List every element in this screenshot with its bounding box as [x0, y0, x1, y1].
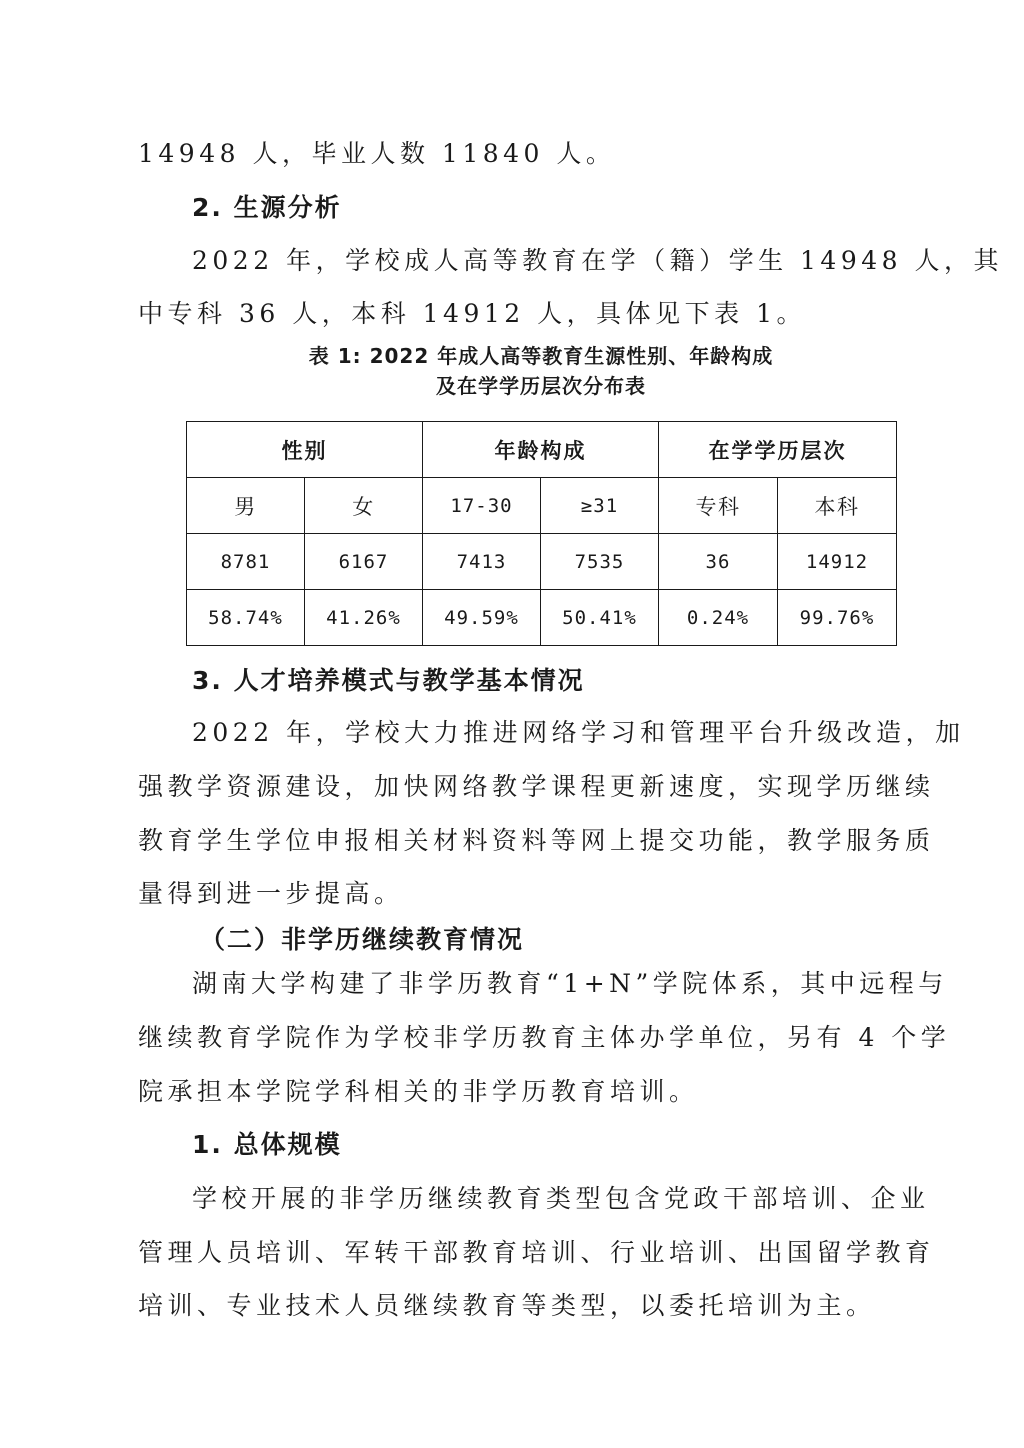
table-cell: 8781: [187, 534, 305, 590]
paragraph-line: 2022 年，学校成人高等教育在学（籍）学生 14948 人，其: [192, 246, 1003, 275]
table-cell: 99.76%: [778, 590, 897, 646]
table-group-header: 在学学历层次: [659, 422, 897, 478]
table-group-header: 年龄构成: [423, 422, 659, 478]
table-cell: 7413: [423, 534, 541, 590]
table-cell: 36: [659, 534, 778, 590]
table-subheader-cell: ≥31: [541, 478, 659, 534]
section-heading-talent-training: 3. 人才培养模式与教学基本情况: [192, 666, 585, 695]
table-cell: 41.26%: [305, 590, 423, 646]
table-group-header-row: [187, 422, 897, 478]
paragraph-line: 院承担本学院学科相关的非学历教育培训。: [138, 1077, 699, 1106]
table-subheader-cell: 17-30: [423, 478, 541, 534]
table-row-counts: [187, 534, 897, 590]
table-cell: 14912: [778, 534, 897, 590]
enrollment-distribution-table: [186, 421, 897, 646]
table-cell: 0.24%: [659, 590, 778, 646]
paragraph-line: 管理人员培训、军转干部教育培训、行业培训、出国留学教育: [138, 1238, 935, 1267]
table-group-header: 性别: [187, 422, 423, 478]
table-cell: 7535: [541, 534, 659, 590]
section-heading-source-analysis: 2. 生源分析: [192, 193, 342, 222]
table-subheader-cell: 男: [187, 478, 305, 534]
paragraph-line: 学校开展的非学历继续教育类型包含党政干部培训、企业: [192, 1184, 930, 1213]
paragraph-line: 2022 年，学校大力推进网络学习和管理平台升级改造，加: [192, 718, 965, 747]
table-subheader-cell: 专科: [659, 478, 778, 534]
table-cell: 58.74%: [187, 590, 305, 646]
paragraph-line: 教育学生学位申报相关材料资料等网上提交功能，教学服务质: [138, 826, 935, 855]
paragraph-line: 培训、专业技术人员继续教育等类型，以委托培训为主。: [138, 1291, 876, 1320]
table-cell: 6167: [305, 534, 423, 590]
paragraph-line: 继续教育学院作为学校非学历教育主体办学单位，另有 4 个学: [138, 1023, 951, 1052]
table-caption-line2: 及在学学历层次分布表: [436, 374, 646, 398]
paragraph-line: 14948 人，毕业人数 11840 人。: [138, 139, 616, 168]
paragraph-line: 中专科 36 人，本科 14912 人，具体见下表 1。: [138, 299, 806, 328]
table-subheader-cell: 女: [305, 478, 423, 534]
table-caption-line1: 表 1: 2022 年成人高等教育生源性别、年龄构成: [308, 344, 774, 368]
paragraph-line: 湖南大学构建了非学历教育“1+N”学院体系，其中远程与: [192, 969, 948, 998]
paragraph-line: 强教学资源建设，加快网络教学课程更新速度，实现学历继续: [138, 772, 935, 801]
table-cell: 50.41%: [541, 590, 659, 646]
table-cell: 49.59%: [423, 590, 541, 646]
paragraph-line: 量得到进一步提高。: [138, 879, 404, 908]
table-subheader-row: [187, 478, 897, 534]
section-heading-non-degree: （二）非学历继续教育情况: [200, 925, 525, 954]
table-row-percents: [187, 590, 897, 646]
table-subheader-cell: 本科: [778, 478, 897, 534]
section-heading-overall-scale: 1. 总体规模: [192, 1130, 342, 1159]
